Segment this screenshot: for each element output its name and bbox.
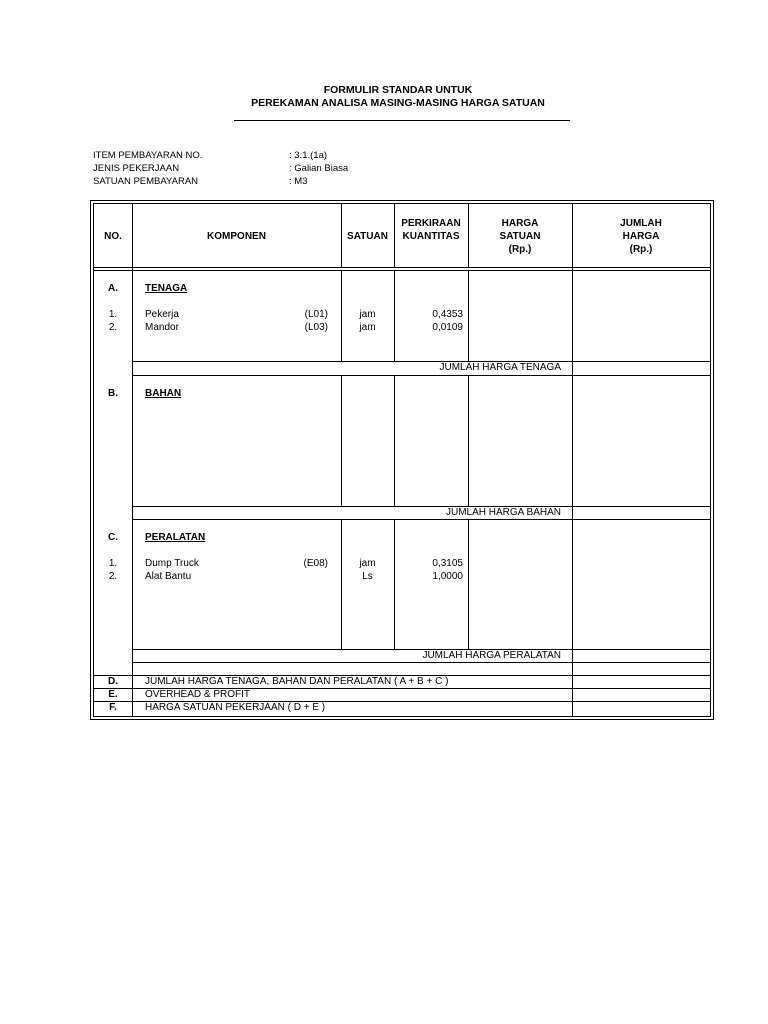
col-divider-harga-b <box>468 375 469 506</box>
col-divider-harga-c <box>468 519 469 649</box>
header-no: NO. <box>104 231 122 242</box>
section-b-code: B. <box>108 388 118 399</box>
tenaga-subtotal-bottom <box>132 375 710 376</box>
header-bottom-line-2 <box>94 270 710 271</box>
col-divider-kuantitas-b <box>394 375 395 506</box>
col-divider-satuan-b <box>341 375 342 506</box>
peralatan-subtotal-bottom <box>132 662 710 663</box>
header-kuantitas-line2: KUANTITAS <box>402 231 460 242</box>
tenaga-item-1-no: 1. <box>108 309 118 320</box>
header-jumlah-line1: JUMLAH <box>620 218 662 229</box>
summary-d-code: D. <box>108 676 118 687</box>
info-label-item: ITEM PEMBAYARAN NO. <box>93 150 203 161</box>
header-kuantitas-line1: PERKIRAAN <box>401 218 461 229</box>
header-harga-satuan-line1: HARGA <box>501 218 539 229</box>
col-divider-kuantitas-c <box>394 519 395 649</box>
tenaga-item-2-no: 2. <box>108 322 118 333</box>
tenaga-item-2-qty: 0,0109 <box>432 322 463 333</box>
info-label-satuan: SATUAN PEMBAYARAN <box>93 176 199 187</box>
tenaga-item-1-code: (L01) <box>304 309 328 320</box>
col-divider-jumlah <box>572 204 573 716</box>
info-label-jenis: JENIS PEKERJAAN <box>93 163 180 174</box>
form-title-line2: PEREKAMAN ANALISA MASING-MASING HARGA SATUAN <box>251 97 545 109</box>
section-a-code: A. <box>108 283 118 294</box>
header-jumlah-line2: HARGA <box>622 231 660 242</box>
header-komponen: KOMPONEN <box>207 231 266 242</box>
analysis-table <box>93 203 711 717</box>
summary-e-code: E. <box>108 689 118 700</box>
bahan-subtotal-bottom <box>132 519 710 520</box>
col-divider-no <box>132 204 133 716</box>
peralatan-item-1-unit: jam <box>359 558 376 569</box>
header-harga-satuan-line2: SATUAN <box>499 231 541 242</box>
section-c-code: C. <box>108 532 118 543</box>
section-b-title: BAHAN <box>145 388 182 399</box>
section-c-title: PERALATAN <box>145 532 206 543</box>
peralatan-item-1-name: Dump Truck <box>145 558 199 569</box>
bahan-subtotal-label: JUMLAH HARGA BAHAN <box>445 507 561 518</box>
header-satuan: SATUAN <box>347 231 388 242</box>
tenaga-item-2-unit: jam <box>359 322 376 333</box>
peralatan-item-2-unit: Ls <box>362 571 373 582</box>
form-title-line1: FORMULIR STANDAR UNTUK <box>323 84 473 96</box>
header-jumlah-line3: (Rp.) <box>629 244 653 255</box>
info-value-satuan: : M3 <box>289 176 308 187</box>
peralatan-item-2-qty: 1,0000 <box>432 571 463 582</box>
summary-f-label: HARGA SATUAN PEKERJAAN ( D + E ) <box>145 702 326 713</box>
tenaga-subtotal-label: JUMLAH HARGA TENAGA <box>439 362 561 373</box>
section-a-title: TENAGA <box>145 283 188 294</box>
tenaga-item-2-name: Mandor <box>145 322 179 333</box>
peralatan-item-1-no: 1. <box>108 558 118 569</box>
info-value-jenis: : Galian Biasa <box>289 163 349 174</box>
summary-d-label: JUMLAH HARGA TENAGA, BAHAN DAN PERALATAN ( A + B + C ) <box>145 676 449 687</box>
tenaga-item-1-name: Pekerja <box>145 309 179 320</box>
header-harga-satuan-line3: (Rp.) <box>508 244 532 255</box>
header-bottom-line-1 <box>94 267 710 268</box>
summary-f-code: F. <box>109 702 117 713</box>
summary-e-label: OVERHEAD & PROFIT <box>145 689 251 700</box>
peralatan-subtotal-label: JUMLAH HARGA PERALATAN <box>422 650 561 661</box>
peralatan-item-2-name: Alat Bantu <box>145 571 192 582</box>
tenaga-item-2-code: (L03) <box>304 322 328 333</box>
peralatan-item-2-no: 2. <box>108 571 118 582</box>
peralatan-item-1-qty: 0,3105 <box>432 558 463 569</box>
title-underline <box>234 120 570 121</box>
col-divider-satuan-c <box>341 519 342 649</box>
col-divider-harga-a <box>468 270 469 361</box>
tenaga-item-1-qty: 0,4353 <box>432 309 463 320</box>
tenaga-item-1-unit: jam <box>359 309 376 320</box>
info-value-item: : 3.1.(1a) <box>289 150 328 161</box>
peralatan-item-1-code: (E08) <box>303 558 328 569</box>
